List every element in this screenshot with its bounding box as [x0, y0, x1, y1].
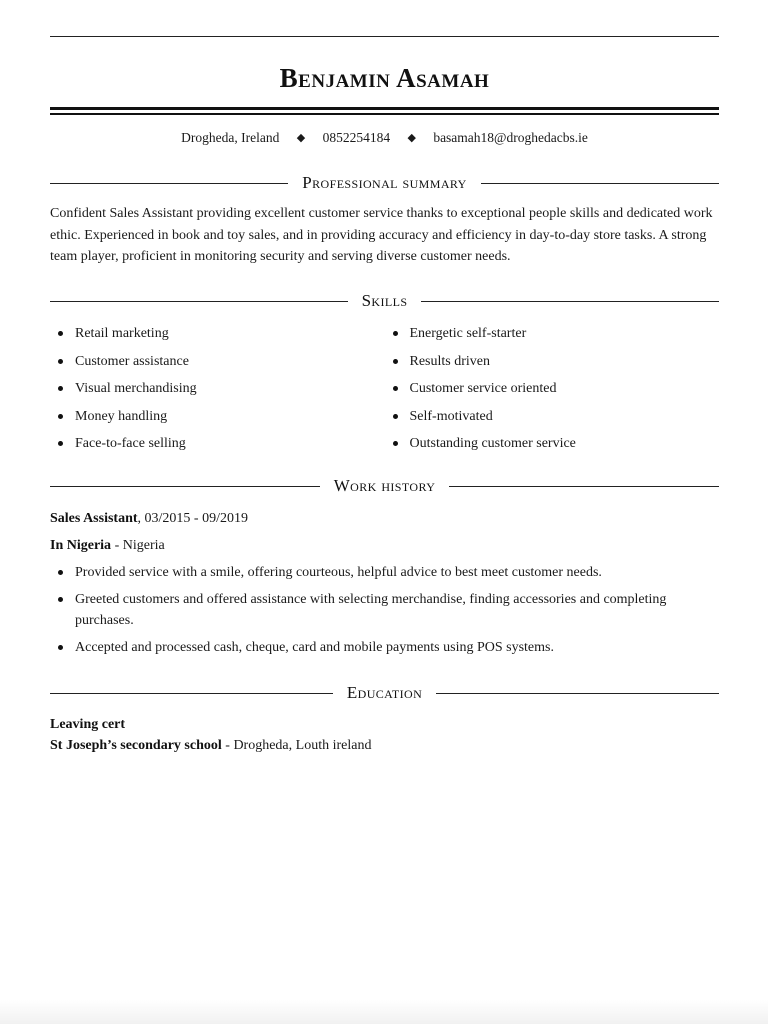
- employer-location: - Nigeria: [111, 538, 165, 553]
- job-title: Sales Assistant: [50, 511, 138, 526]
- section-heading-education: [50, 681, 719, 705]
- summary-text: Confident Sales Assistant providing excellent customer service thanks to exceptional people skills and dedicated work ethic. Experienced in book and toy sales, and in providing accuracy and efficiency in day-to-day store tasks. A strong team player, proficient in monitoring security and serving diverse customer needs.: [50, 206, 713, 264]
- section-heading-summary: [50, 171, 719, 195]
- contact-phone: 0852254184: [322, 130, 391, 145]
- diamond-separator-icon: ◆: [296, 132, 306, 144]
- skill-item: Customer service oriented: [385, 375, 720, 403]
- skills-column-right: [385, 320, 720, 458]
- skill-item: Self-motivated: [385, 403, 720, 431]
- contact-location: Drogheda, Ireland: [181, 130, 280, 145]
- page-edge-shadow: [0, 1000, 768, 1024]
- heading-rule: [50, 486, 320, 487]
- section-title: Work history: [333, 476, 436, 495]
- candidate-name: Benjamin Asamah: [279, 63, 490, 93]
- section-title: Skills: [361, 291, 408, 310]
- heading-rule: [481, 183, 719, 184]
- heading-rule: [50, 693, 333, 694]
- section-heading-skills: [50, 289, 719, 313]
- skill-item: Money handling: [50, 403, 385, 431]
- responsibility-item: Greeted customers and offered assistance with selecting merchandise, finding accessories and completing purchases.: [50, 589, 719, 631]
- job-dates: , 03/2015 - 09/2019: [137, 511, 248, 526]
- heading-rule: [50, 183, 288, 184]
- education-school-line: [50, 735, 719, 756]
- skill-item: Results driven: [385, 348, 720, 376]
- skill-item: Face-to-face selling: [50, 430, 385, 458]
- section-title: Professional summary: [302, 173, 467, 192]
- section-title: Education: [346, 683, 423, 702]
- header-divider-thin: [50, 113, 719, 115]
- header-divider-thick: [50, 107, 719, 110]
- skill-item: Energetic self-starter: [385, 320, 720, 348]
- top-divider: [50, 36, 719, 37]
- degree-name: Leaving cert: [50, 717, 126, 732]
- job-responsibilities: [50, 562, 719, 664]
- skills-column-left: [50, 320, 385, 458]
- responsibility-item: Accepted and processed cash, cheque, card and mobile payments using POS systems.: [50, 637, 719, 658]
- diamond-separator-icon: ◆: [407, 132, 416, 144]
- job-title-line: [50, 508, 719, 529]
- contact-email: basamah18@droghedacbs.ie: [433, 130, 588, 145]
- heading-rule: [449, 486, 719, 487]
- skill-item: Customer assistance: [50, 348, 385, 376]
- responsibility-item: Provided service with a smile, offering courteous, helpful advice to best meet customer needs.: [50, 562, 719, 583]
- section-heading-work-history: [50, 474, 719, 498]
- skill-item: Outstanding customer service: [385, 430, 720, 458]
- education-degree: [50, 714, 719, 735]
- skill-item: Retail marketing: [50, 320, 385, 348]
- skill-item: Visual merchandising: [50, 375, 385, 403]
- heading-rule: [50, 301, 348, 302]
- employer-name: In Nigeria: [50, 538, 112, 553]
- contact-line: [50, 128, 719, 149]
- employer-line: [50, 535, 719, 556]
- resume-page: [50, 0, 719, 1024]
- skills-list: [50, 320, 719, 458]
- heading-rule: [421, 301, 719, 302]
- school-location: - Drogheda, Louth ireland: [221, 738, 372, 753]
- heading-rule: [436, 693, 719, 694]
- school-name: St Joseph’s secondary school: [50, 738, 222, 753]
